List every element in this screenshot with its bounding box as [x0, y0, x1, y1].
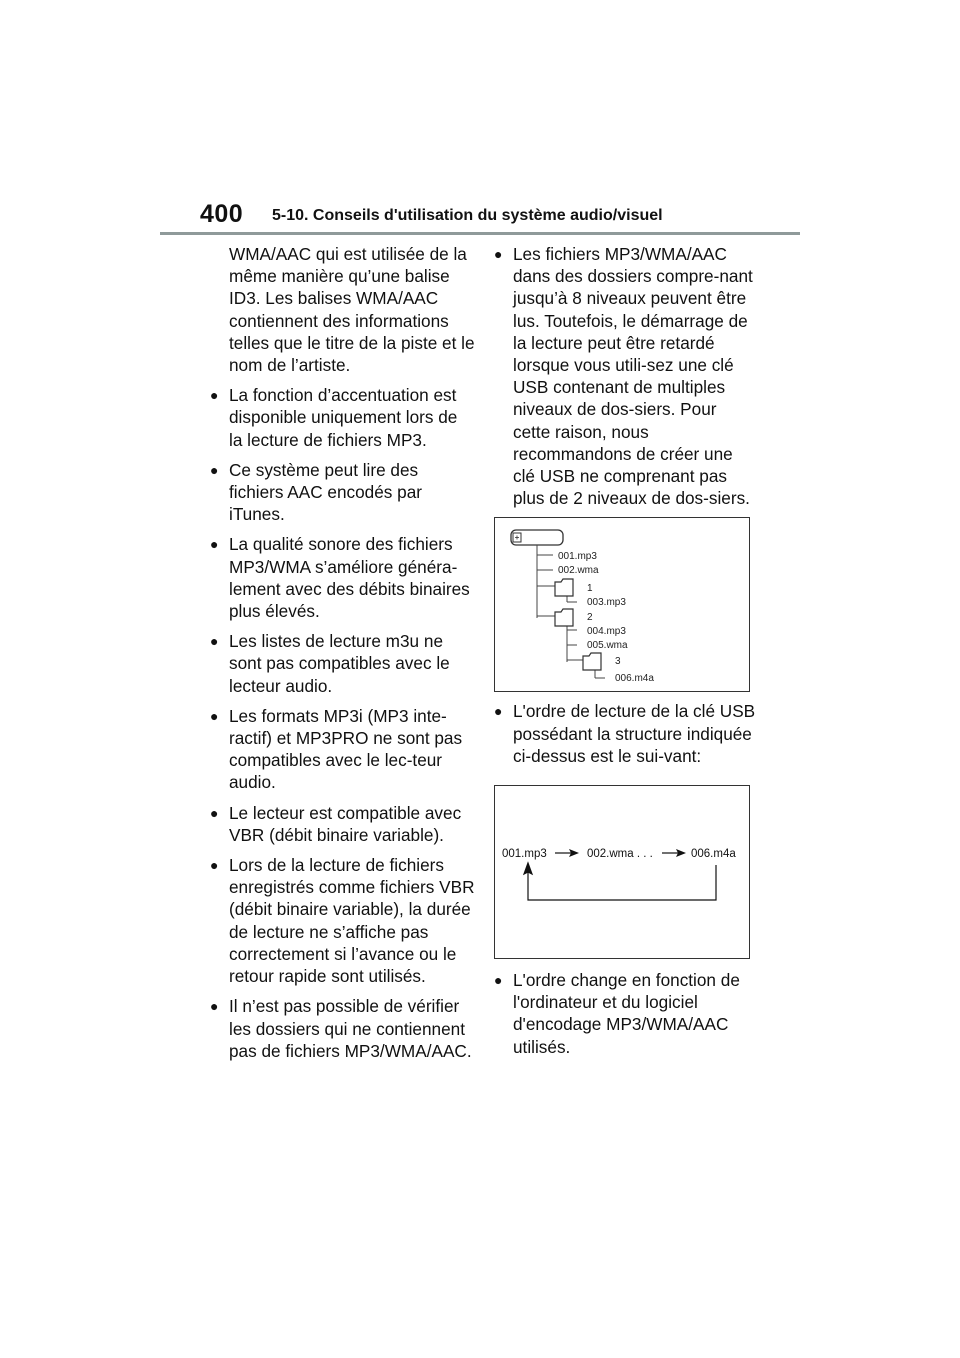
bullet-icon: ● — [210, 536, 219, 553]
list-item — [210, 854, 475, 987]
left-column — [210, 243, 475, 1070]
bullet-icon: ● — [210, 804, 219, 821]
list-item — [494, 969, 756, 1058]
arrow-right-icon — [662, 849, 686, 857]
tree-label: 002.wma — [558, 565, 599, 577]
folder-tree-diagram — [495, 518, 749, 691]
tree-label: 004.mp3 — [587, 626, 626, 638]
list-item-text: Ce système peut lire des fichiers AAC encodés par iTunes. — [229, 459, 422, 525]
intro-paragraph: WMA/AAC qui est utilisée de la même manière qu’une balise ID3. Les balises WMA/AAC contiennent des informations telles que le titre de la piste et le nom de l’artiste. — [229, 244, 475, 376]
bullet-icon: ● — [210, 998, 219, 1015]
tree-label: 005.wma — [587, 640, 628, 652]
tree-label: 1 — [587, 583, 593, 595]
tree-label: 3 — [615, 656, 621, 668]
arrow-right-icon — [555, 849, 579, 857]
usb-stick-icon — [511, 530, 563, 545]
bullet-icon: ● — [210, 707, 219, 724]
list-item-text: Lors de la lecture de fichiers enregistrés comme fichiers VBR (débit binaire variable), la durée de lecture ne s’affiche pas correctement si l’avance ou le retour rapide sont utilisés. — [229, 855, 475, 987]
list-item-text: L'ordre de lecture de la clé USB possédant la structure indiquée ci-dessus est le sui-vant: — [513, 701, 756, 766]
list-item-text: Les fichiers MP3/WMA/AAC dans des dossiers compre-nant jusqu’à 8 niveaux peuvent être lus. Toutefois, le démarrage de la lecture peut être retardé lorsque vous utili-sez une clé USB contenant de multiples niveaux de dos-siers. Pour cette raison, nous recommandons de créer une clé USB ne comprenant pas plus de 2 niveaux de dos-siers. — [513, 244, 753, 509]
bullet-icon: ● — [210, 461, 219, 478]
list-item-text: La qualité sonore des fichiers MP3/WMA s’améliore généra-lement avec des débits binaires plus élevés. — [229, 534, 470, 622]
list-item-text: Les listes de lecture m3u ne sont pas compatibles avec le lecteur audio. — [229, 631, 450, 696]
list-item-text: Il n’est pas possible de vérifier les dossiers qui ne contiennent pas de fichiers MP3/WMA/AAC. — [229, 996, 472, 1061]
tree-label: 006.m4a — [615, 673, 654, 685]
tree-label: 001.mp3 — [558, 551, 597, 563]
list-item-text: L'ordre change en fonction de l'ordinateur et du logiciel d'encodage MP3/WMA/AAC utilisés. — [513, 970, 740, 1057]
bullet-icon: ● — [494, 246, 503, 262]
list-item — [210, 802, 475, 846]
folder-tree-figure — [494, 517, 750, 692]
bullet-icon: ● — [210, 633, 219, 650]
list-item — [210, 384, 475, 451]
folder-icon — [583, 653, 601, 670]
folder-icon — [555, 609, 573, 626]
play-order-figure — [494, 785, 750, 959]
list-item — [494, 243, 756, 509]
bullet-icon: ● — [210, 387, 219, 404]
tree-label: 2 — [587, 612, 593, 624]
return-loop-arrow — [524, 863, 716, 900]
list-item — [210, 995, 475, 1062]
page-number: 400 — [200, 200, 244, 228]
chapter-title: 5-10. Conseils d'utilisation du système audio/visuel — [272, 207, 663, 224]
right-column — [494, 243, 756, 1066]
flow-label: 002.wma . . . — [587, 848, 653, 861]
bullet-icon: ● — [210, 857, 219, 874]
header-rule — [160, 232, 800, 235]
list-item — [210, 630, 475, 697]
bullet-icon: ● — [494, 703, 503, 720]
list-item-text: Le lecteur est compatible avec VBR (débit binaire variable). — [229, 802, 462, 845]
list-item — [210, 533, 475, 622]
play-order-diagram — [495, 786, 749, 958]
list-item — [210, 459, 475, 526]
list-item-text: La fonction d’accentuation est disponible uniquement lors de la lecture de fichiers MP3. — [229, 385, 458, 450]
tree-label: 003.mp3 — [587, 597, 626, 609]
list-item — [210, 705, 475, 794]
flow-label: 001.mp3 — [502, 848, 547, 861]
flow-label: 006.m4a — [691, 848, 736, 861]
list-item — [494, 700, 756, 767]
list-item-text: Les formats MP3i (MP3 inte-ractif) et MP3PRO ne sont pas compatibles avec le lec-teur audio. — [229, 705, 463, 793]
folder-icon — [555, 579, 573, 596]
bullet-icon: ● — [494, 972, 503, 989]
